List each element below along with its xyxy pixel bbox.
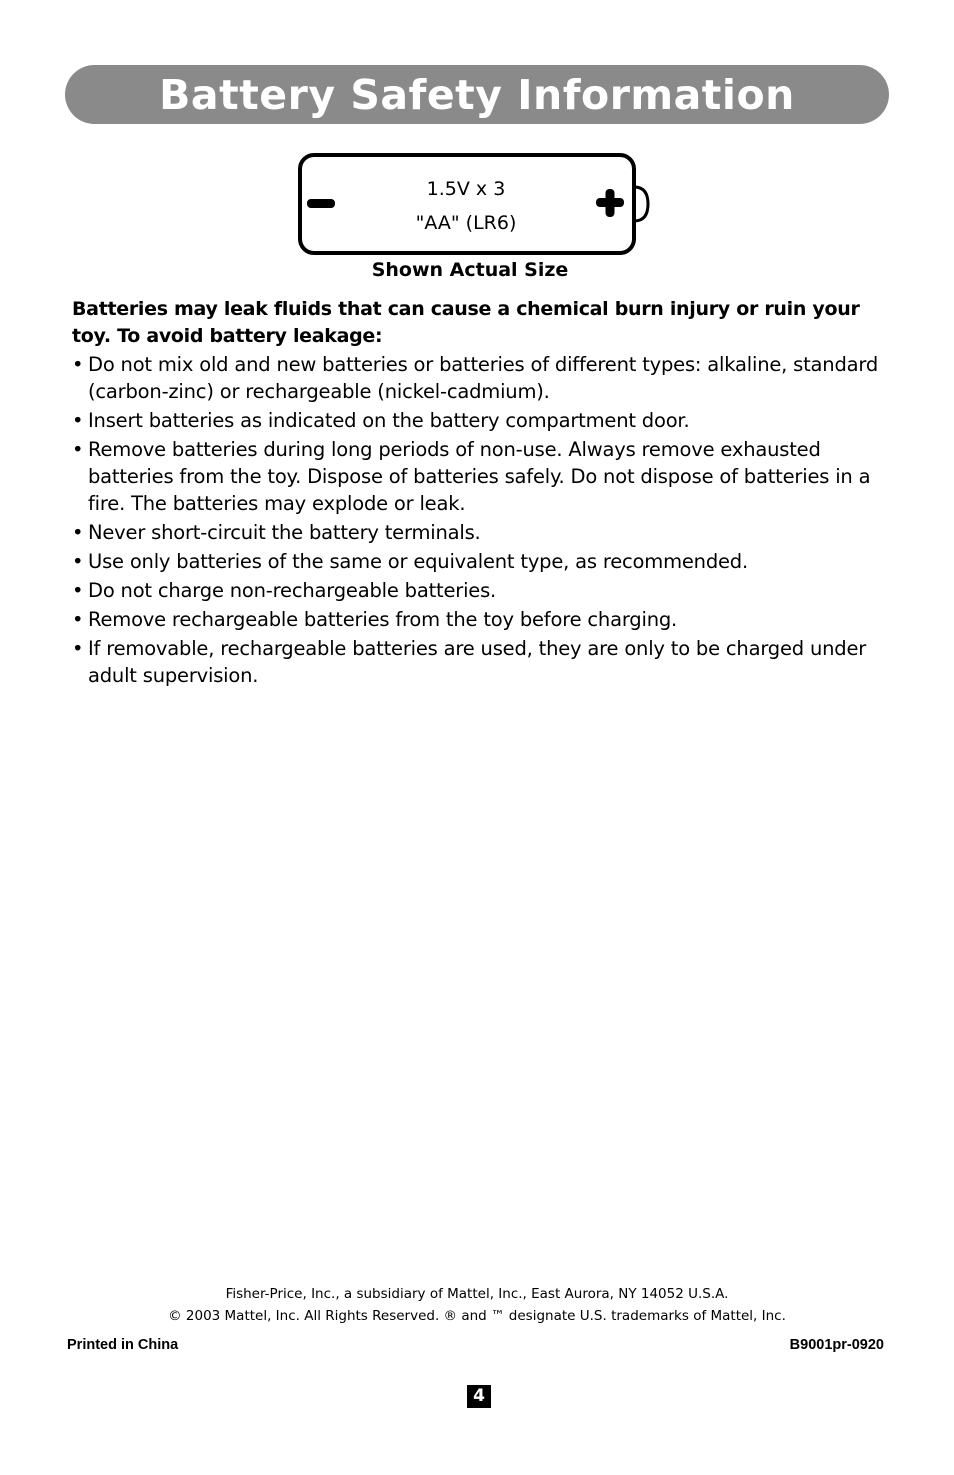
printed-in: Printed in China (67, 1337, 179, 1353)
list-item (72, 519, 887, 546)
list-item (72, 606, 887, 633)
list-item (72, 577, 887, 604)
bullet-icon: • (72, 579, 84, 602)
list-item-text: Remove rechargeable batteries from the toy before charging. (88, 608, 678, 631)
battery-voltage: 1.5V x 3 (426, 178, 506, 200)
battery-type: "AA" (LR6) (415, 212, 517, 234)
bullet-icon: • (72, 550, 84, 573)
minus-icon (307, 199, 335, 208)
bullet-icon: • (72, 608, 84, 631)
list-item-text: Remove batteries during long periods of non-use. Always remove exhausted batteries from the toy. Dispose of batteries safely. Do not dispose of batteries in a fire. The batteries may explode or leak. (88, 438, 871, 515)
bullet-icon: • (72, 409, 84, 432)
list-item (72, 351, 887, 405)
bullet-icon: • (72, 637, 84, 660)
battery-illustration (296, 152, 656, 258)
leak-warning: Batteries may leak fluids that can cause a chemical burn injury or ruin your toy. To avoid battery leakage: (72, 298, 860, 347)
list-item-text: Use only batteries of the same or equivalent type, as recommended. (88, 550, 748, 573)
safety-list (72, 351, 887, 691)
list-item-text: Insert batteries as indicated on the battery compartment door. (88, 409, 690, 432)
title-banner (65, 65, 889, 124)
page-number: 4 (467, 1385, 491, 1408)
list-item-text: Do not charge non-rechargeable batteries. (88, 579, 497, 602)
list-item (72, 407, 887, 434)
list-item (72, 436, 887, 517)
page-title: Battery Safety Information (159, 70, 795, 119)
copyright-notice: © 2003 Mattel, Inc. All Rights Reserved. ® and ™ designate U.S. trademarks of Mattel, Inc. (168, 1308, 786, 1324)
list-item-text: If removable, rechargeable batteries are used, they are only to be charged under adult supervision. (88, 637, 867, 687)
list-item-text: Do not mix old and new batteries or batteries of different types: alkaline, standard (carbon-zinc) or rechargeable (nickel-cadmium). (88, 353, 879, 403)
list-item (72, 548, 887, 575)
list-item-text: Never short-circuit the battery terminals. (88, 521, 481, 544)
document-code: B9001pr-0920 (789, 1337, 884, 1353)
battery-outline-icon (296, 152, 656, 258)
bullet-icon: • (72, 438, 84, 461)
bullet-icon: • (72, 521, 84, 544)
battery-caption: Shown Actual Size (371, 259, 569, 281)
company-address: Fisher-Price, Inc., a subsidiary of Mattel, Inc., East Aurora, NY 14052 U.S.A. (225, 1286, 729, 1302)
bullet-icon: • (72, 353, 84, 376)
list-item (72, 635, 887, 689)
